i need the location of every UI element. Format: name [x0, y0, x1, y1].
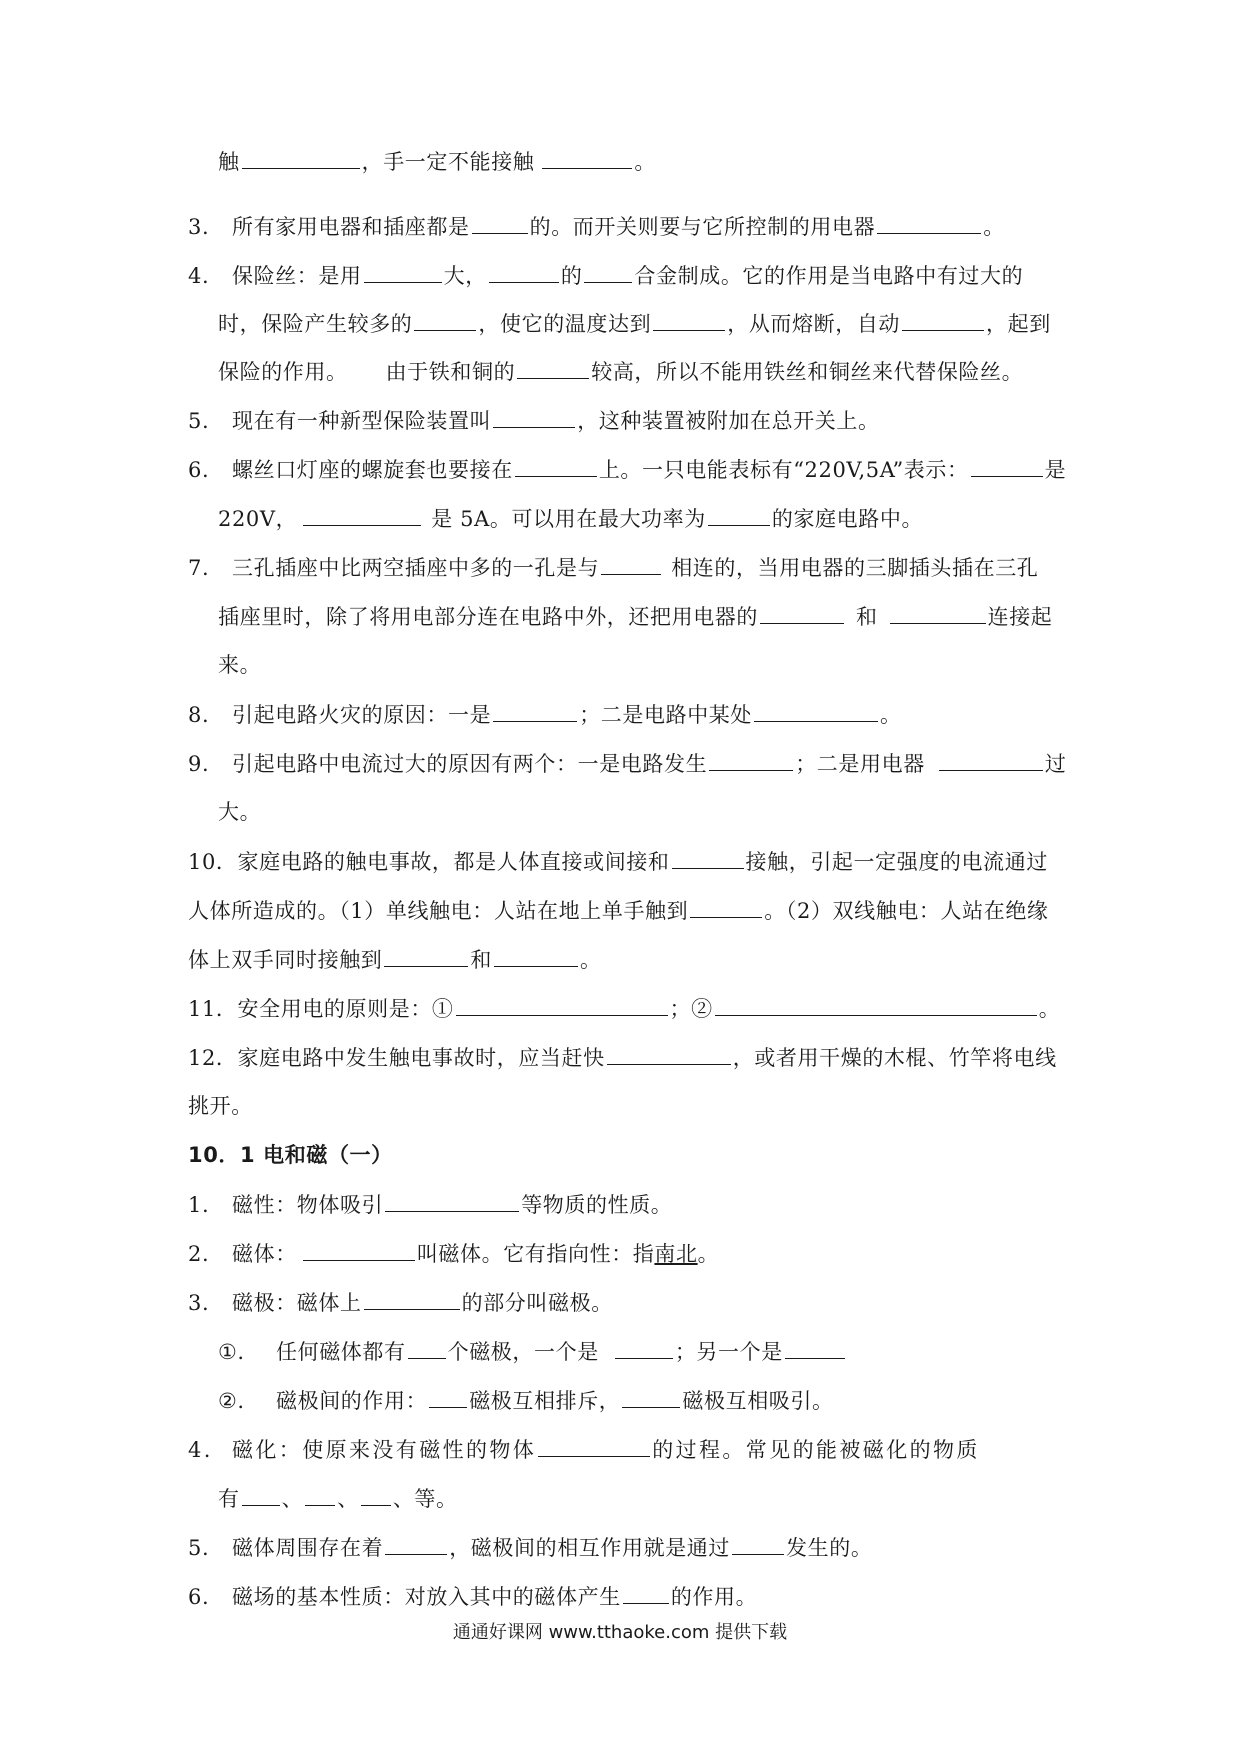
- fill-blank: [303, 1238, 415, 1261]
- text-line: 体上双手同时接触到 和 。: [188, 944, 602, 975]
- question-4: 4. 保险丝：是用 大， 的 合金制成。它的作用是当电路中有过大的: [188, 260, 1023, 291]
- text-line: 人体所造成的。（1）单线触电：人站在地上单手触到 。（2）双线触电：人站在绝缘: [188, 895, 1049, 926]
- fill-blank: [715, 993, 1037, 1016]
- text-line: 来。: [218, 653, 262, 677]
- text-line: 有 、 、 、等。: [218, 1483, 458, 1514]
- fill-blank: [653, 308, 725, 331]
- fill-blank: [672, 846, 744, 869]
- fill-blank: [493, 699, 577, 722]
- text-line: 大。: [218, 800, 262, 824]
- fill-blank: [429, 1385, 467, 1408]
- question-3: 3. 所有家用电器和插座都是 的。而开关则要与它所控制的用电器 。: [188, 211, 1005, 242]
- fill-blank: [515, 454, 597, 477]
- magnet-question-3: 3. 磁极：磁体上 的部分叫磁极。: [188, 1287, 613, 1318]
- fill-blank: [361, 1483, 391, 1506]
- fill-blank: [760, 601, 844, 624]
- magnet-question-4: 4. 磁化：使原来没有磁性的物体 的过程。常见的能被磁化的物质: [188, 1434, 980, 1465]
- fill-blank: [364, 1287, 460, 1310]
- fill-blank: [615, 1336, 673, 1359]
- fill-blank: [408, 1336, 446, 1359]
- question-11: 11．安全用电的原则是：① ；② 。: [188, 993, 1060, 1024]
- fill-blank: [708, 503, 770, 526]
- fill-blank: [472, 211, 528, 234]
- fill-blank: [494, 944, 578, 967]
- fill-blank: [732, 1532, 784, 1555]
- fill-blank: [709, 748, 793, 771]
- section-heading: 10．1 电和磁（一）: [188, 1143, 393, 1167]
- text-line: 挑开。: [188, 1094, 253, 1118]
- sub-item-1: ①. 任何磁体都有 个磁极，一个是 ；另一个是: [218, 1336, 847, 1367]
- fill-blank: [538, 1434, 650, 1457]
- fill-blank: [517, 356, 589, 379]
- question-5: 5. 现在有一种新型保险装置叫 ，这种装置被附加在总开关上。: [188, 405, 880, 436]
- fill-blank: [601, 552, 661, 575]
- fill-blank: [384, 944, 468, 967]
- page-footer: 通通好课网 www.tthaoke.com 提供下载: [452, 1622, 788, 1643]
- fill-blank: [414, 308, 476, 331]
- magnet-question-1: 1. 磁性：物体吸引 等物质的性质。: [188, 1189, 672, 1220]
- fill-blank: [305, 1483, 335, 1506]
- fill-blank: [890, 601, 986, 624]
- question-10: 10．家庭电路的触电事故，都是人体直接或间接和 接触，引起一定强度的电流通过: [188, 846, 1048, 877]
- fill-blank: [364, 260, 442, 283]
- fill-blank: [493, 405, 575, 428]
- text-line: 时，保险产生较多的 ，使它的温度达到 ，从而熔断，自动 ，起到: [218, 308, 1051, 339]
- question-6: 6. 螺丝口灯座的螺旋套也要接在 上。一只电能表标有“220V,5A”表示： 是: [188, 454, 1066, 485]
- fill-blank: [242, 146, 360, 169]
- fill-blank: [385, 1189, 519, 1212]
- fill-blank: [385, 1532, 447, 1555]
- fill-blank: [456, 993, 668, 1016]
- fill-blank: [690, 895, 762, 918]
- fill-blank: [971, 454, 1043, 477]
- fill-blank: [607, 1042, 731, 1065]
- fill-blank: [303, 503, 421, 526]
- question-9: 9. 引起电路中电流过大的原因有两个：一是电路发生 ；二是用电器 过: [188, 748, 1066, 779]
- fill-blank: [623, 1581, 669, 1604]
- magnet-question-2: 2. 磁体： 叫磁体。它有指向性：指南北。: [188, 1238, 719, 1269]
- text-line: 220V， 是 5A。可以用在最大功率为 的家庭电路中。: [218, 503, 923, 534]
- fill-blank: [902, 308, 984, 331]
- fill-blank: [542, 146, 632, 169]
- fill-blank: [939, 748, 1043, 771]
- sub-item-2: ②. 磁极间的作用： 磁极互相排斥， 磁极互相吸引。: [218, 1385, 834, 1416]
- fill-blank: [754, 699, 878, 722]
- text-line: 保险的作用。 由于铁和铜的 较高，所以不能用铁丝和铜丝来代替保险丝。: [218, 356, 1023, 387]
- magnet-question-5: 5. 磁体周围存在着 ，磁极间的相互作用就是通过 发生的。: [188, 1532, 872, 1563]
- fill-blank: [242, 1483, 280, 1506]
- text-line: 插座里时，除了将用电部分连在电路中外，还把用电器的 和 连接起: [218, 601, 1052, 632]
- fill-blank: [584, 260, 632, 283]
- question-7: 7. 三孔插座中比两空插座中多的一孔是与 相连的，当用电器的三脚插头插在三孔: [188, 552, 1038, 583]
- question-8: 8. 引起电路火灾的原因：一是 ；二是电路中某处 。: [188, 699, 902, 730]
- text-line: 触 ，手一定不能接触 。: [218, 146, 656, 177]
- fill-blank: [877, 211, 981, 234]
- question-12: 12．家庭电路中发生触电事故时，应当赶快 ，或者用干燥的木棍、竹竿将电线: [188, 1042, 1057, 1073]
- magnet-question-6: 6. 磁场的基本性质：对放入其中的磁体产生 的作用。: [188, 1581, 757, 1612]
- fill-blank: [785, 1336, 845, 1359]
- fill-blank: [622, 1385, 680, 1408]
- fill-blank: [489, 260, 559, 283]
